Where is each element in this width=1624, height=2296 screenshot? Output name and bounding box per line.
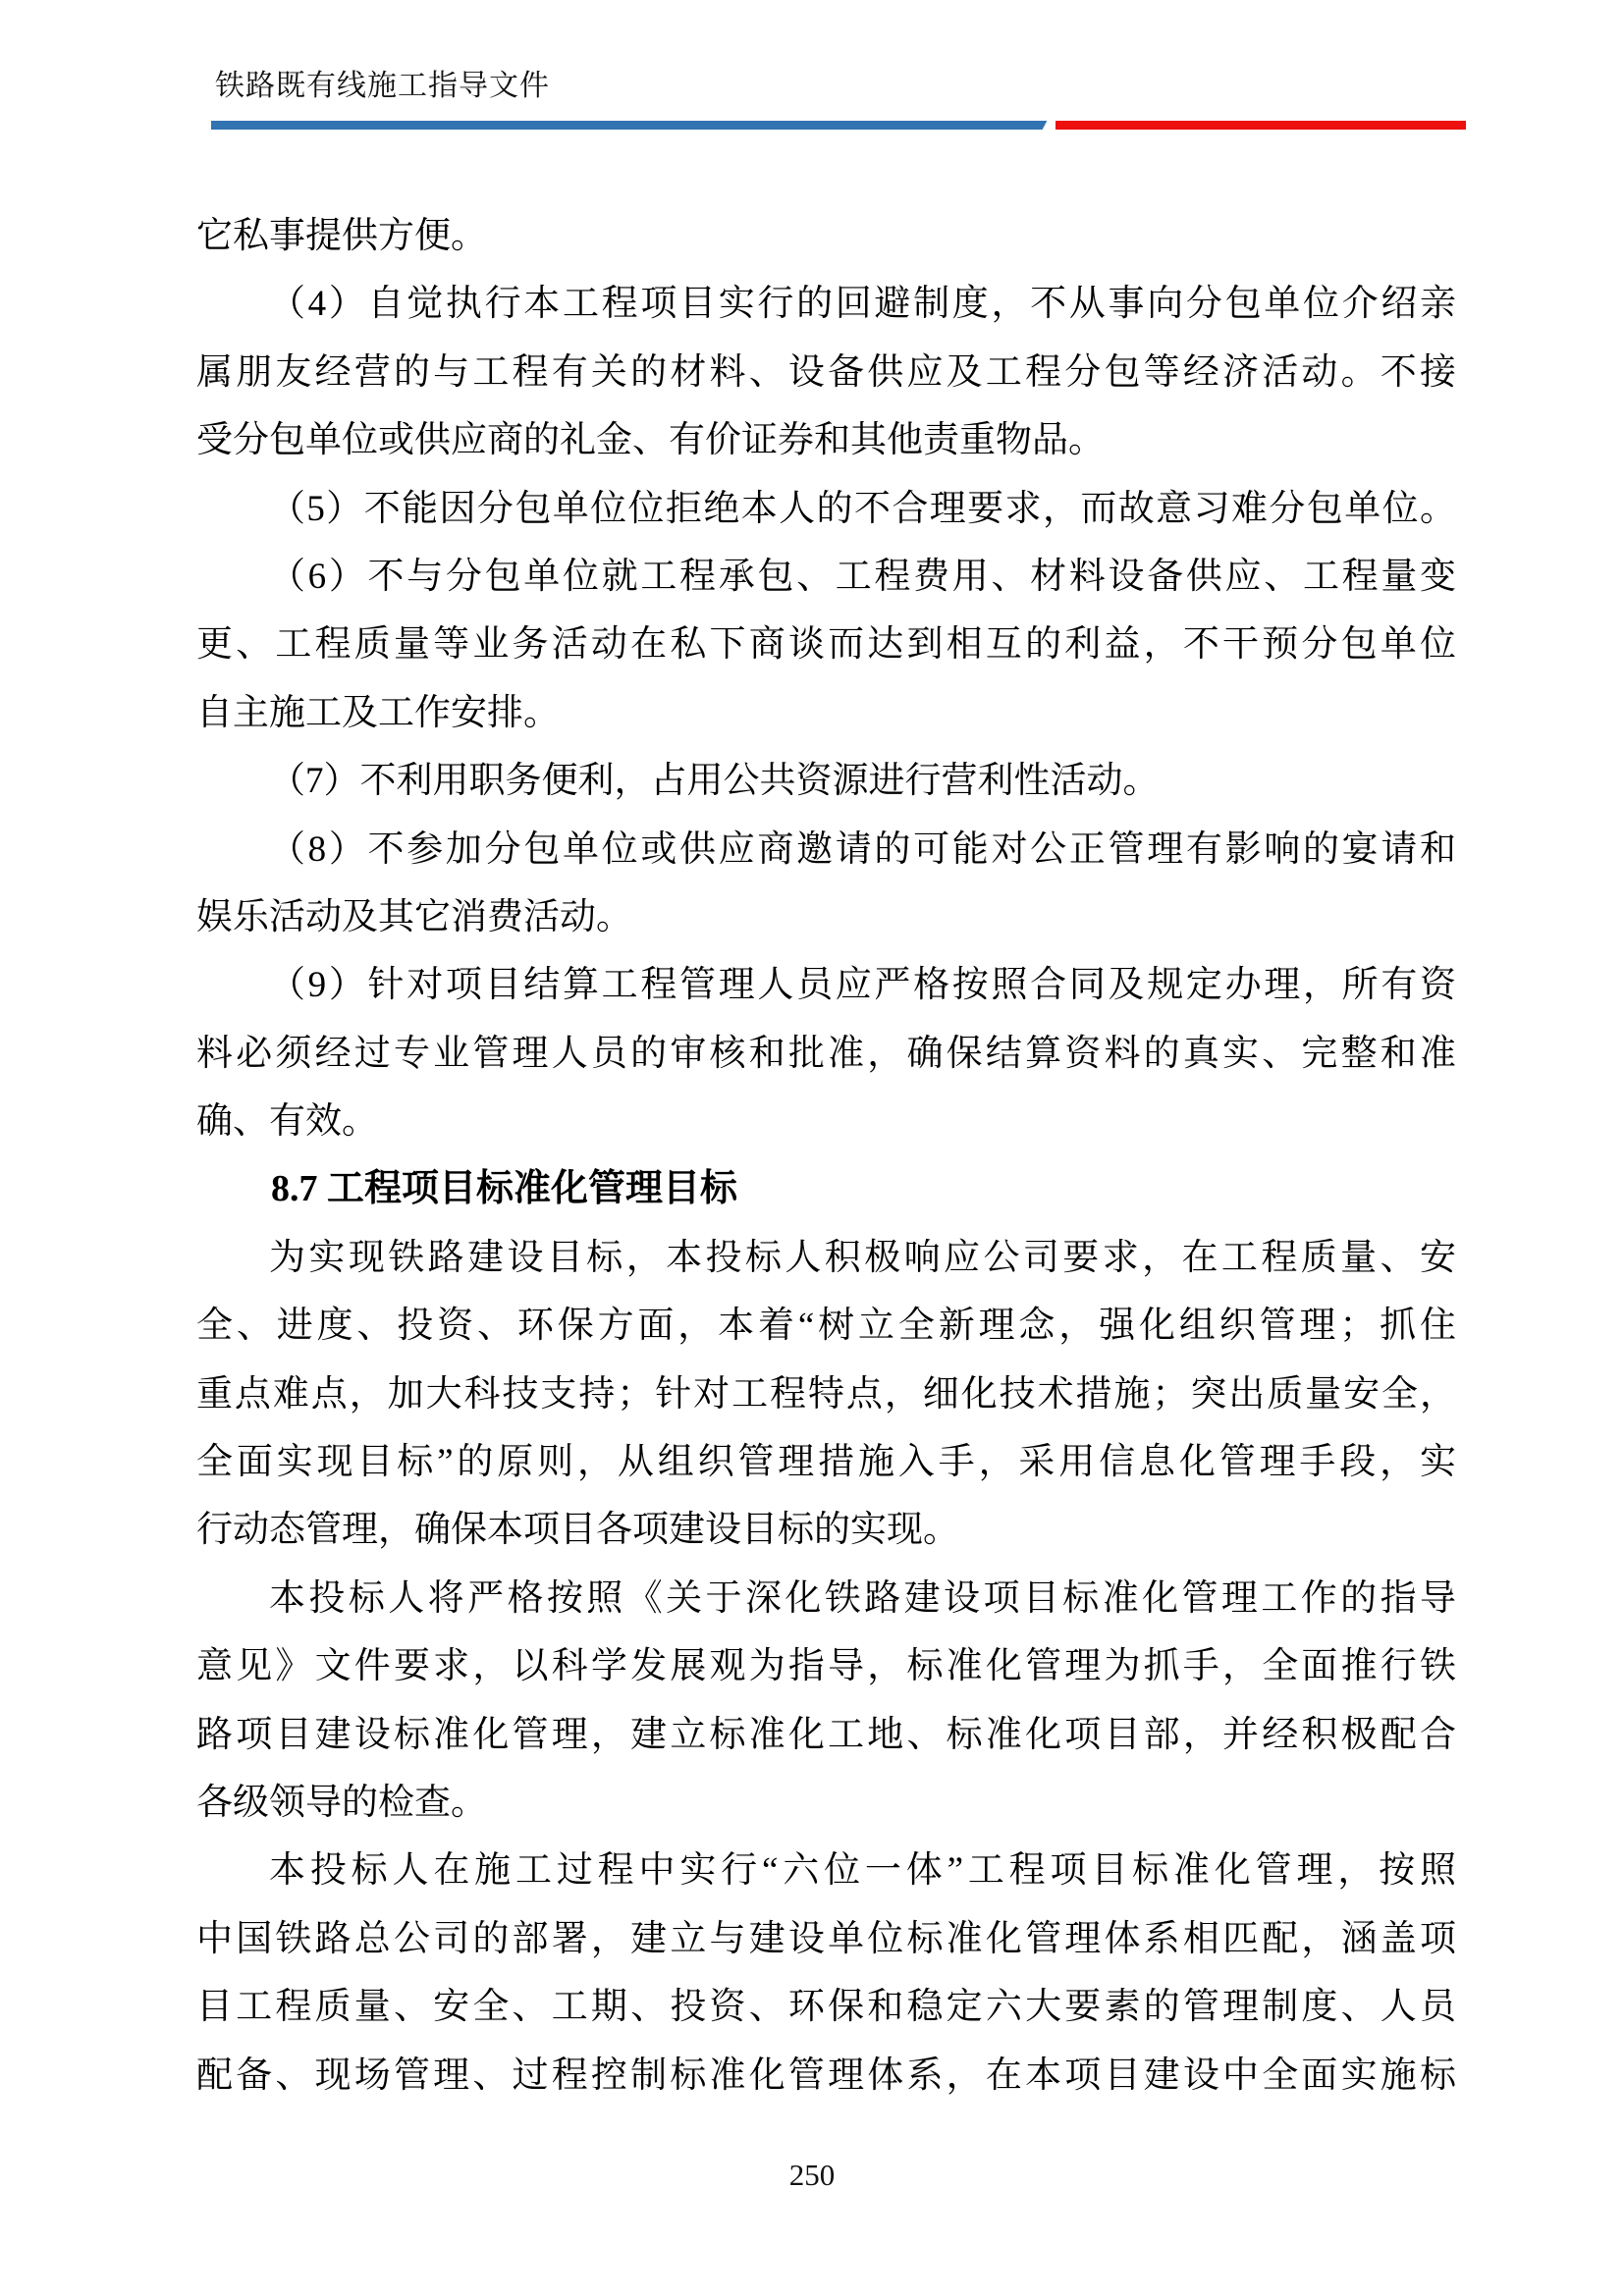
header-divider-rule <box>211 121 1466 130</box>
divider-red-segment <box>1056 121 1466 130</box>
text-line: 为实现铁路建设目标，本投标人积极响应公司要求，在工程质量、安 <box>269 1237 1456 1278</box>
text-line: 本投标人在施工过程中实行“六位一体”工程项目标准化管理，按照 <box>269 1850 1456 1892</box>
text-line: 本投标人将严格按照《关于深化铁路建设项目标准化管理工作的指导 <box>269 1577 1456 1619</box>
text-line: 全面实现目标”的原则，从组织管理措施入手，采用信息化管理手段，实 <box>196 1442 1456 1483</box>
page-number: 250 <box>788 2158 836 2192</box>
text-line: 属朋友经营的与工程有关的材料、设备供应及工程分包等经济活动。不接 <box>196 351 1456 393</box>
document-body <box>196 202 1456 2109</box>
text-line: 意见》文件要求，以科学发展观为指导，标准化管理为抓手，全面推行铁 <box>196 1646 1456 1687</box>
divider-blue-segment <box>211 121 1048 130</box>
text-line: 料必须经过专业管理人员的审核和批准，确保结算资料的真实、完整和准 <box>196 1033 1456 1074</box>
text-line: 自主施工及工作安排。 <box>196 692 560 733</box>
text-line: （9）针对项目结算工程管理人员应严格按照合同及规定办理，所有资 <box>269 965 1456 1006</box>
text-line: 娱乐活动及其它消费活动。 <box>196 896 632 937</box>
text-line: （7）不利用职务便利，占用公共资源进行营利性活动。 <box>269 761 1160 802</box>
text-line: 目工程质量、安全、工期、投资、环保和稳定六大要素的管理制度、人员 <box>196 1987 1456 2028</box>
page-header-title: 铁路既有线施工指导文件 <box>215 70 550 102</box>
text-line: 各级领导的检查。 <box>196 1782 487 1823</box>
text-line: （8）不参加分包单位或供应商邀请的可能对公正管理有影响的宴请和 <box>269 828 1456 870</box>
text-line: 配备、现场管理、过程控制标准化管理体系，在本项目建设中全面实施标 <box>196 2055 1456 2096</box>
text-line: 更、工程质量等业务活动在私下商谈而达到相互的利益，不干预分包单位 <box>196 624 1456 666</box>
text-line: 中国铁路总公司的部署，建立与建设单位标准化管理体系相匹配，涵盖项 <box>196 1918 1456 1959</box>
text-line: （6）不与分包单位就工程承包、工程费用、材料设备供应、工程量变 <box>269 556 1456 597</box>
text-line: 确、有效。 <box>196 1101 378 1143</box>
text-line: 行动态管理，确保本项目各项建设目标的实现。 <box>196 1510 959 1551</box>
text-line: 它私事提供方便。 <box>196 216 487 256</box>
text-line: 重点难点，加大科技支持；针对工程特点，细化技术措施；突出质量安全， <box>196 1373 1456 1415</box>
text-line: 路项目建设标准化管理，建立标准化工地、标准化项目部，并经积极配合 <box>196 1714 1456 1755</box>
text-line: （4）自觉执行本工程项目实行的回避制度，不从事向分包单位介绍亲 <box>269 284 1456 325</box>
text-line: 受分包单位或供应商的礼金、有价证券和其他责重物品。 <box>196 420 1105 461</box>
section-heading: 8.7 工程项目标准化管理目标 <box>271 1168 738 1210</box>
text-line: （5）不能因分包单位位拒绝本人的不合理要求，而故意习难分包单位。 <box>269 488 1456 529</box>
text-line: 全、进度、投资、环保方面，本着“树立全新理念，强化组织管理；抓住 <box>196 1306 1456 1347</box>
